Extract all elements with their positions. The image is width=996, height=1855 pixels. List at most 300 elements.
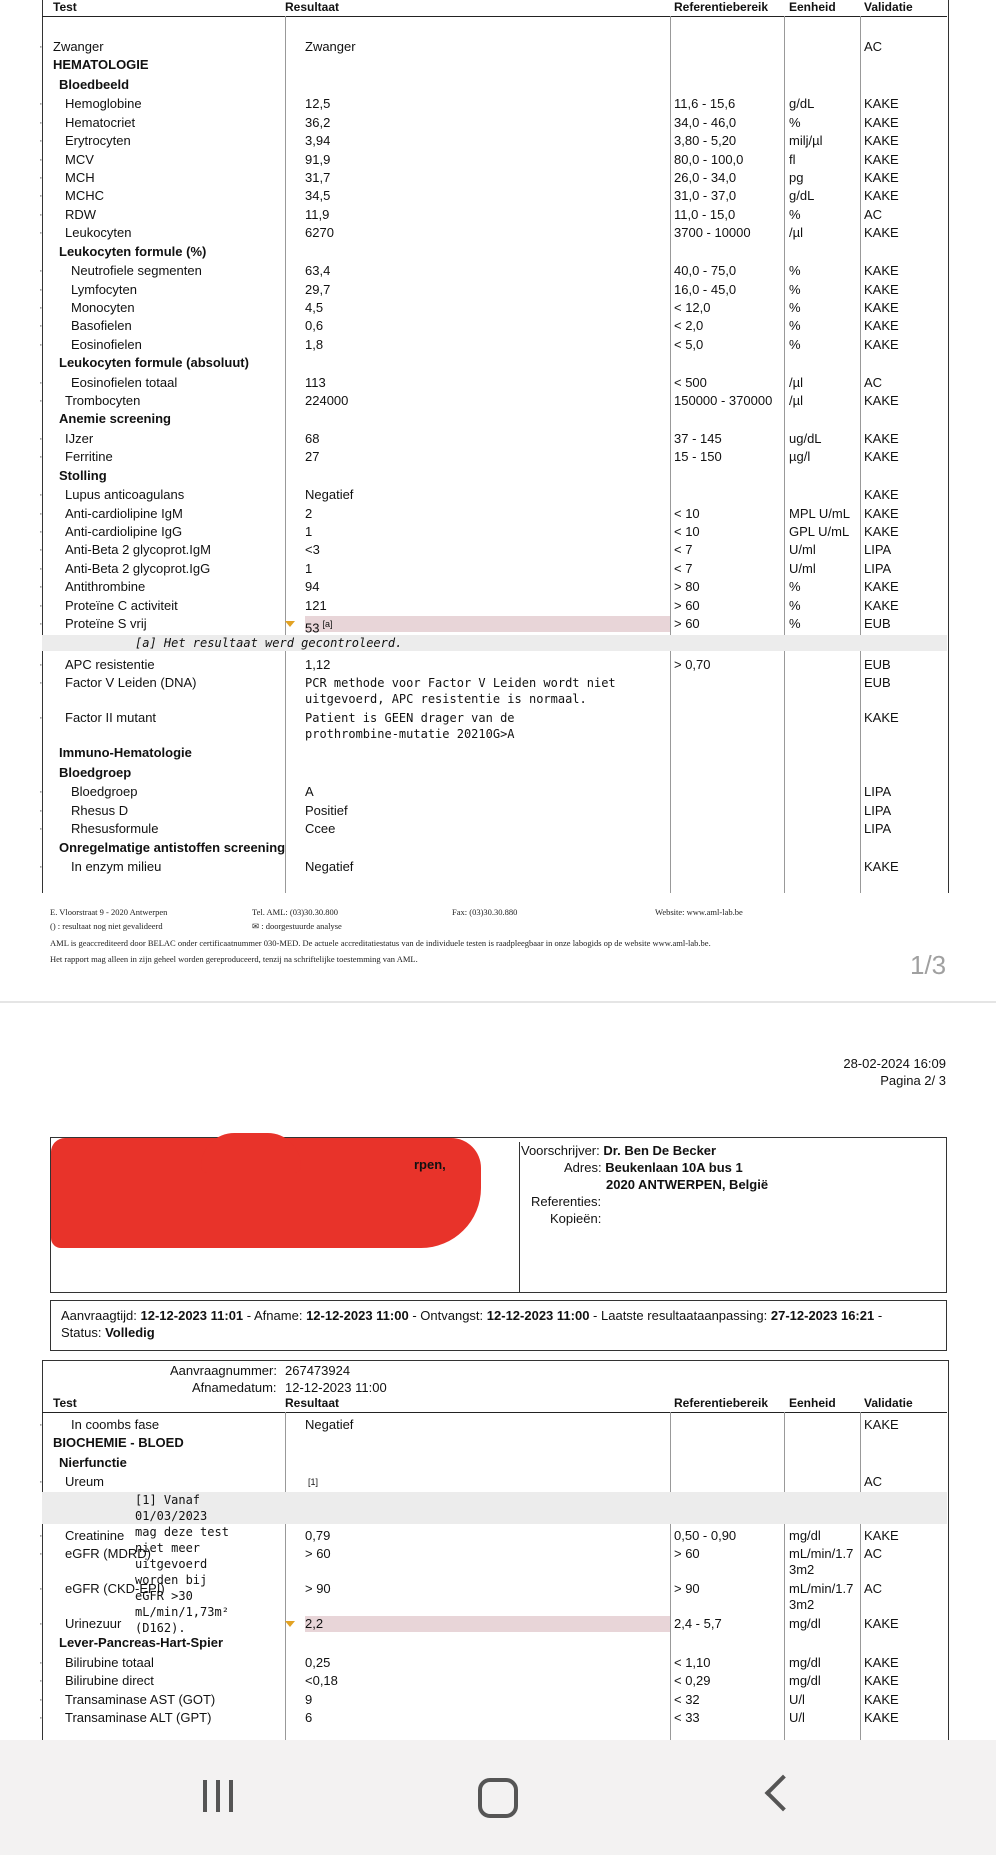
unit: mg/dl: [789, 1527, 821, 1543]
prescriber: Dr. Ben De Becker: [603, 1143, 717, 1158]
section-title: Bloedbeeld: [59, 76, 130, 92]
table-row: [39, 336, 947, 354]
unit: /µl: [789, 393, 803, 408]
test-name: Transaminase ALT (GPT): [65, 1709, 212, 1725]
unit: U/ml: [789, 542, 816, 558]
reference-range: < 7: [674, 560, 693, 576]
test-name: Transaminase AST (GOT): [65, 1691, 216, 1707]
result-value: 27: [305, 449, 320, 465]
result-value: 53 [a]: [305, 619, 333, 636]
result-value: Negatief: [305, 859, 354, 875]
test-name: Bilirubine totaal: [65, 1654, 154, 1670]
validation: KAKE: [864, 225, 899, 241]
recent-apps-icon[interactable]: [200, 1778, 236, 1814]
table-row: [39, 541, 947, 559]
row-bullet: ·: [39, 1476, 43, 1489]
result-value: 63,4: [305, 263, 331, 279]
row-bullet: ·: [39, 172, 43, 184]
footer-copyright: Het rapport mag alleen in zijn geheel worden gereproduceerd, tenzij na schriftelijke toestemming van AML.: [50, 954, 418, 964]
section-heading: [42, 764, 947, 782]
unit: ug/dL: [789, 430, 822, 446]
validation: KAKE: [864, 1709, 899, 1725]
table-row: [39, 206, 947, 224]
unit: %: [789, 579, 801, 595]
row-bullet: ·: [39, 489, 43, 502]
validation: EUB: [864, 675, 891, 691]
unit: mL/min/1.7: [789, 1581, 854, 1597]
result-value: 1: [305, 524, 313, 539]
result-value: Ccee: [305, 821, 336, 837]
unit-continued: 3m2: [789, 1597, 815, 1613]
reference-range: > 80: [674, 579, 700, 595]
note-text: [135, 1492, 229, 1636]
section-title: Nierfunctie: [59, 1454, 127, 1470]
comment-line: PCR methode voor Factor V Leiden wordt niet: [305, 676, 616, 691]
validation: AC: [864, 1546, 883, 1562]
result-value: 29,7: [305, 281, 331, 297]
row-bullet: ·: [39, 265, 43, 278]
section-title: Anemie screening: [59, 411, 171, 427]
section-heading: [42, 744, 947, 762]
reference-range: > 60: [674, 1546, 700, 1562]
reference-range: 26,0 - 34,0: [674, 170, 737, 185]
section-heading: [42, 410, 947, 428]
result-value: Zwanger: [305, 39, 356, 54]
table-row: [39, 317, 947, 335]
box-divider: [519, 1142, 520, 1292]
result-value: 34,5: [305, 188, 331, 204]
validation: KAKE: [864, 1673, 899, 1689]
page2-date-block: [843, 1055, 946, 1089]
result-value: 9: [305, 1691, 313, 1707]
row-bullet: ·: [39, 1675, 43, 1688]
validation: AC: [864, 1474, 883, 1490]
row-bullet: ·: [39, 581, 43, 594]
status: Status: Volledig: [61, 1325, 155, 1340]
col-unit: Eenheid: [789, 0, 836, 14]
validation: KAKE: [864, 1527, 899, 1543]
validation: KAKE: [864, 133, 899, 149]
test-name: Zwanger: [53, 39, 104, 54]
unit: GPL U/mL: [789, 524, 850, 539]
table-row: [39, 224, 947, 242]
table-row: [39, 560, 947, 578]
table-row: [39, 299, 947, 317]
reference-range: 2,4 - 5,7: [674, 1616, 722, 1632]
validation: LIPA: [864, 560, 892, 576]
row-bullet: ·: [39, 98, 43, 111]
result-value: 121: [305, 597, 327, 613]
reference-range: 40,0 - 75,0: [674, 263, 737, 279]
table-row: [39, 858, 947, 876]
reference-range: 34,0 - 46,0: [674, 114, 737, 130]
result-value: 2,2: [305, 1616, 324, 1632]
reference-range: 37 - 145: [674, 430, 722, 446]
address-line1: Beukenlaan 10A bus 1: [605, 1160, 743, 1175]
section-heading: [42, 1634, 947, 1652]
result-value: 2: [305, 505, 313, 521]
validation: KAKE: [864, 151, 899, 167]
request-times: Aanvraagtijd: 12-12-2023 11:01 - Afname: 12-12-2023 11:00 - Ontvangst: 12-12-2023 11:00 - Laatste resultaataanpassing: 27-12-2023 16:21 -: [61, 1308, 883, 1323]
row-bullet: ·: [39, 618, 43, 630]
validation: KAKE: [864, 524, 899, 539]
reference-range: < 5,0: [674, 336, 704, 352]
row-bullet: ·: [39, 301, 43, 314]
result-value: 4,5: [305, 299, 324, 315]
test-name: Trombocyten: [65, 393, 141, 408]
table-row: [39, 114, 947, 132]
test-name: Rhesusformule: [71, 821, 159, 837]
footnote-ref: [1]: [308, 1477, 319, 1488]
patient-box: [50, 1137, 947, 1293]
section-heading: [42, 354, 947, 372]
table-header: [42, 0, 947, 17]
section-title: BIOCHEMIE - BLOED: [53, 1435, 184, 1451]
row-bullet: ·: [39, 526, 43, 538]
footnote-ref: [a]: [322, 619, 333, 629]
footer-line1: [50, 907, 743, 917]
back-icon[interactable]: [765, 1775, 802, 1812]
validation: KAKE: [864, 449, 899, 465]
test-name: Lymfocyten: [71, 281, 137, 297]
section-title: HEMATOLOGIE: [53, 57, 149, 73]
table-row: [39, 674, 947, 707]
reference-range: 15 - 150: [674, 449, 722, 465]
table-row: [39, 505, 947, 523]
result-value: 113: [305, 374, 326, 390]
references-label: Referenties:: [531, 1194, 602, 1209]
home-icon[interactable]: [478, 1778, 518, 1818]
unit: %: [789, 299, 801, 315]
reference-range: 16,0 - 45,0: [674, 281, 737, 297]
result-value: <0,18: [305, 1673, 338, 1689]
result-comment: [305, 710, 515, 742]
test-name: APC resistentie: [65, 657, 155, 672]
row-bullet: ·: [39, 432, 43, 445]
row-bullet: ·: [39, 1693, 43, 1706]
test-name: Bloedgroep: [71, 784, 138, 800]
result-value: 6270: [305, 225, 334, 241]
section-heading: [42, 1434, 947, 1452]
validation: KAKE: [864, 710, 899, 726]
reference-range: > 0,70: [674, 657, 711, 672]
validation: EUB: [864, 616, 891, 631]
validation: KAKE: [864, 393, 899, 408]
result-value: 3,94: [305, 133, 331, 149]
row-bullet: ·: [39, 544, 43, 557]
section-heading: [42, 467, 947, 485]
validation: KAKE: [864, 579, 899, 595]
reference-range: 31,0 - 37,0: [674, 188, 737, 204]
unit: %: [789, 336, 801, 352]
test-name: Ferritine: [65, 449, 113, 465]
footer-legend-1: () : resultaat nog niet gevalideerd: [50, 921, 163, 931]
test-name: IJzer: [65, 430, 94, 446]
test-name: MCV: [65, 151, 94, 167]
test-name: Antithrombine: [65, 579, 146, 595]
low-flag-icon: [285, 1621, 295, 1627]
table-row: [39, 1654, 947, 1672]
table-row: [39, 132, 947, 150]
validation: KAKE: [864, 96, 899, 112]
test-name: In coombs fase: [71, 1417, 160, 1432]
validation: KAKE: [864, 170, 899, 185]
row-bullet: ·: [39, 451, 43, 464]
validation: KAKE: [864, 505, 899, 521]
test-name: Hematocriet: [65, 114, 136, 130]
row-bullet: ·: [39, 1618, 43, 1631]
reference-range: < 33: [674, 1709, 700, 1725]
result-value: 12,5: [305, 96, 331, 112]
comment-line: uitgevoerd, APC resistentie is normaal.: [305, 692, 587, 707]
row-bullet: ·: [39, 599, 43, 612]
validation: KAKE: [864, 1654, 899, 1670]
table-row: [39, 578, 947, 596]
section-heading: [42, 839, 947, 857]
reference-range: 3,80 - 5,20: [674, 133, 737, 149]
validation: KAKE: [864, 281, 899, 297]
note-line: eGFR >30 mL/min/1,73m² (D162).: [135, 1588, 229, 1635]
unit: mL/min/1.7: [789, 1546, 854, 1562]
reference-range: > 60: [674, 616, 700, 631]
row-bullet: ·: [39, 320, 43, 333]
reference-range: < 0,29: [674, 1673, 711, 1689]
unit: g/dL: [789, 96, 815, 112]
section-heading: [42, 1454, 947, 1472]
row-bullet: ·: [39, 41, 43, 53]
test-name: Factor II mutant: [65, 710, 157, 726]
validation: KAKE: [864, 336, 899, 352]
reference-range: < 500: [674, 374, 707, 390]
table-row: [39, 448, 947, 466]
section-title: Stolling: [59, 467, 107, 483]
address-label: Adres:: [564, 1160, 602, 1175]
validation: KAKE: [864, 1616, 899, 1632]
result-comment: [305, 675, 616, 707]
validation: LIPA: [864, 784, 892, 800]
unit: %: [789, 206, 801, 222]
test-name: eGFR (MDRD): [65, 1546, 151, 1562]
unit: %: [789, 281, 801, 297]
row-bullet: ·: [39, 1419, 43, 1431]
validation: KAKE: [864, 1691, 899, 1707]
unit: %: [789, 318, 801, 334]
page-divider: [0, 1001, 996, 1003]
unit: U/l: [789, 1709, 805, 1725]
result-value: 36,2: [305, 114, 331, 130]
result-value: 91,9: [305, 151, 331, 167]
row-bullet: ·: [39, 153, 43, 166]
validation: LIPA: [864, 821, 892, 837]
redaction: [201, 1133, 301, 1173]
section-title: Leukocyten formule (absoluut): [59, 355, 249, 371]
unit: µg/l: [789, 449, 811, 465]
reference-range: < 7: [674, 542, 693, 558]
comment-line: Patient is GEEN drager van de: [305, 711, 515, 726]
result-value: Positief: [305, 802, 348, 818]
page-number: 1/3: [910, 950, 947, 980]
result-value: > 60: [305, 1546, 331, 1562]
row-bullet: ·: [39, 861, 43, 874]
print-date: 28-02-2024 16:09: [843, 1056, 946, 1071]
unit: g/dL: [789, 188, 815, 204]
reference-range: < 32: [674, 1691, 700, 1707]
unit: fl: [789, 151, 796, 167]
request-number: 267473924: [285, 1363, 351, 1378]
reference-range: 11,0 - 15,0: [674, 206, 736, 222]
table-row: [39, 38, 947, 56]
prescriber-label: Voorschrijver:: [521, 1143, 600, 1158]
section-heading: [42, 56, 947, 74]
row-bullet: ·: [39, 1529, 43, 1542]
section-title: Bloedgroep: [59, 764, 132, 780]
test-name: Rhesus D: [71, 802, 129, 818]
test-name: Lupus anticoagulans: [65, 487, 185, 503]
reference-range: < 12,0: [674, 299, 711, 315]
test-name: Anti-cardiolipine IgM: [65, 505, 183, 521]
table-row: [39, 656, 947, 674]
row-bullet: ·: [39, 562, 43, 575]
col-test: Test: [53, 0, 77, 14]
unit-continued: 3m2: [789, 1562, 815, 1578]
request-times-box: [50, 1300, 947, 1351]
unit: U/l: [789, 1691, 805, 1707]
result-value: Negatief: [305, 487, 354, 503]
row-bullet: ·: [39, 395, 43, 407]
reference-range: 150000 - 370000: [674, 393, 773, 408]
reference-range: < 10: [674, 505, 700, 521]
unit: MPL U/mL: [789, 505, 850, 521]
footer-legend-2: ✉ : doorgestuurde analyse: [252, 921, 342, 931]
table-row: [39, 802, 947, 820]
reference-range: 80,0 - 100,0: [674, 151, 744, 167]
test-name: Basofielen: [71, 318, 132, 334]
validation: KAKE: [864, 188, 899, 204]
row-bullet: ·: [39, 1583, 43, 1596]
section-title: Leukocyten formule (%): [59, 243, 207, 259]
validation: KAKE: [864, 430, 899, 446]
table-row: [39, 1473, 947, 1491]
table-row: [39, 95, 947, 113]
footer-fax: Fax: (03)30.30.880: [452, 907, 518, 917]
result-value: 224000: [305, 393, 349, 408]
table-row: [39, 430, 947, 448]
table-row: [39, 1615, 947, 1633]
note-text: [a] Het resultaat werd gecontroleerd.: [135, 636, 403, 650]
footer-website: Website: www.aml-lab.be: [655, 907, 743, 917]
row-bullet: ·: [39, 1711, 43, 1724]
row-bullet: ·: [39, 190, 43, 203]
result-value: 0,25: [305, 1654, 331, 1670]
footer-line2: [50, 921, 342, 931]
section-title: Lever-Pancreas-Hart-Spier: [59, 1635, 224, 1651]
table-row: [39, 1672, 947, 1690]
unit: mg/dl: [789, 1673, 821, 1689]
test-name: In enzym milieu: [71, 859, 162, 875]
table-row: [39, 281, 947, 299]
request-number-row: Aanvraagnummer: 267473924: [170, 1363, 351, 1378]
comment-line: prothrombine-mutatie 20210G>A: [305, 727, 515, 742]
table-row: [39, 615, 947, 636]
table-row: [39, 169, 947, 187]
result-value: A: [305, 784, 314, 800]
unit: milj/µl: [789, 133, 823, 149]
validation: KAKE: [864, 114, 899, 130]
table-row: [39, 783, 947, 801]
row-bullet: ·: [39, 786, 43, 799]
table-row: [39, 187, 947, 205]
table-row: [39, 1691, 947, 1709]
validation: KAKE: [864, 299, 899, 315]
test-name: MCH: [65, 170, 95, 185]
test-name: Hemoglobine: [65, 96, 142, 112]
result-value: 0,6: [305, 318, 324, 334]
row-bullet: ·: [39, 227, 43, 240]
test-name: eGFR (CKD-EPI): [65, 1581, 165, 1597]
table-row: [39, 1527, 947, 1545]
reference-range: < 1,10: [674, 1654, 711, 1670]
result-value: 68: [305, 430, 320, 446]
section-heading: [42, 243, 947, 261]
sample-date-row: Afnamedatum: 12-12-2023 11:00: [192, 1380, 387, 1395]
col-reference: Referentiebereik: [674, 0, 769, 14]
result-value: 1,8: [305, 336, 324, 352]
result-value: 94: [305, 579, 320, 595]
patient-partial: rpen,: [414, 1157, 446, 1172]
row-bullet: ·: [39, 677, 43, 690]
test-name: RDW: [65, 206, 97, 222]
table-row: [39, 486, 947, 504]
footer-tel: Tel. AML: (03)30.30.800: [252, 907, 339, 917]
reference-range: 11,6 - 15,6: [674, 96, 736, 112]
table-row: [39, 374, 947, 392]
row-bullet: ·: [39, 1656, 43, 1669]
reference-range: 3700 - 10000: [674, 225, 751, 241]
row-bullet: ·: [39, 823, 43, 836]
unit: U/ml: [789, 560, 816, 576]
row-bullet: ·: [39, 1548, 43, 1561]
table-row: [39, 262, 947, 280]
validation: LIPA: [864, 542, 892, 558]
reference-range: > 60: [674, 597, 700, 613]
col-result: Resultaat: [285, 0, 340, 14]
copies-label: Kopieën:: [550, 1211, 602, 1226]
table-row: [39, 1709, 947, 1727]
address-line2: 2020 ANTWERPEN, België: [606, 1177, 769, 1192]
row-bullet: ·: [39, 376, 43, 389]
col-validation: Validatie: [864, 0, 913, 14]
table-row: [39, 1545, 947, 1578]
footer-address: E. Vloorstraat 9 - 2020 Antwerpen: [50, 907, 168, 917]
validation: KAKE: [864, 597, 899, 613]
test-name: Eosinofielen: [71, 336, 142, 352]
validation: AC: [864, 39, 883, 54]
result-value: 31,7: [305, 170, 331, 185]
validation: KAKE: [864, 1417, 899, 1432]
result-value: 11,9: [305, 206, 330, 222]
test-name: Factor V Leiden (DNA): [65, 675, 197, 691]
table-header: Test Resultaat Referentiebereik Eenheid Validatie: [42, 1396, 947, 1413]
validation: AC: [864, 206, 883, 222]
row-bullet: ·: [39, 804, 43, 817]
section-heading: [42, 76, 947, 94]
table-row: [39, 1416, 947, 1434]
reference-range: < 2,0: [674, 318, 704, 334]
section-title: Immuno-Hematologie: [59, 745, 192, 761]
section-title: Onregelmatige antistoffen screening: [59, 839, 286, 855]
table-row: [39, 820, 947, 838]
test-name: Ureum: [65, 1474, 105, 1490]
